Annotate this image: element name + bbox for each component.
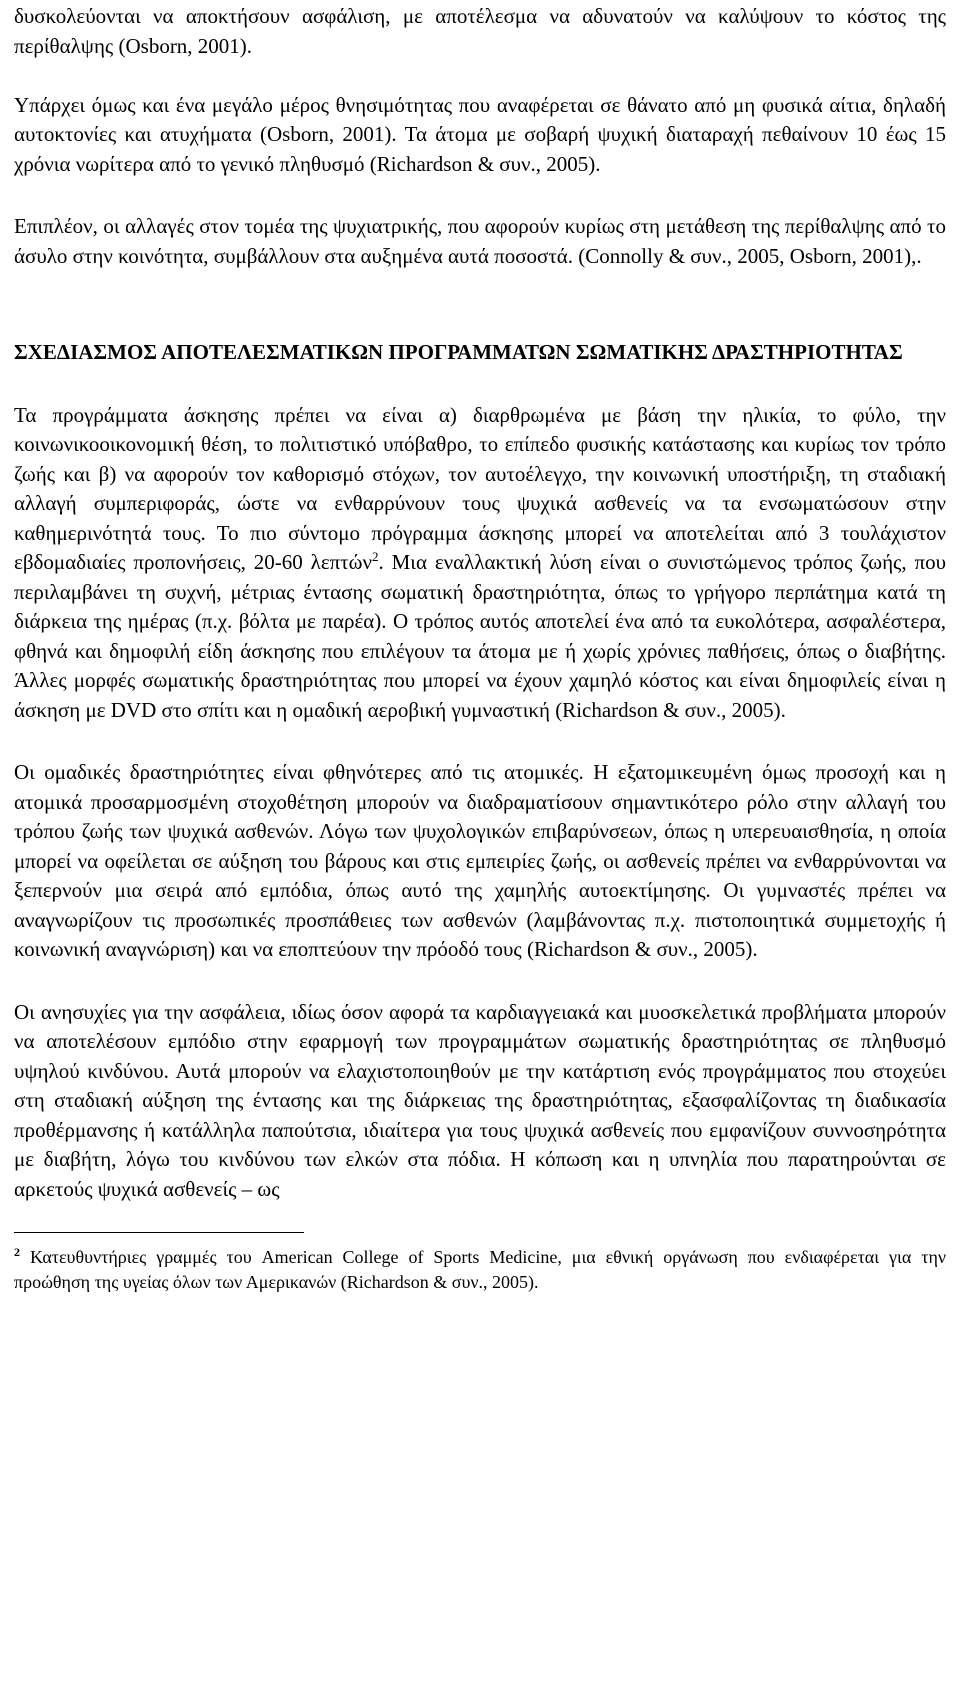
footnote-mark: 2	[14, 1245, 20, 1259]
paragraph-exercise-programs	[14, 401, 946, 726]
footnote-separator	[14, 1232, 304, 1233]
paragraph-psychiatry-changes: Επιπλέον, οι αλλαγές στον τομέα της ψυχιατρικής, που αφορούν κυρίως στη μετάθεση της περίθαλψης από το άσυλο στην κοινότητα, συμβάλλουν στα αυξημένα αυτά ποσοστά. (Connolly & συν., 2005, Osborn, 2001),.	[14, 214, 946, 268]
footnote-reference: 2	[372, 549, 379, 564]
footnote	[14, 1245, 946, 1295]
paragraph-group-activities: Οι ομαδικές δραστηριότητες είναι φθηνότερες από τις ατομικές. Η εξατομικευμένη όμως προσοχή και η ατομικά προσαρμοσμένη στοχοθέτηση μπορούν να διαδραματίσουν σημαντικότερο ρόλο στην αλλαγή του τρόπου ζωής των ψυχικά ασθενών. Λόγω των ψυχολογικών επιβαρύνσεων, όπως η υπερευαισθησία, η οποία μπορεί να οφείλεται σε αύξηση του βάρους και στις εμπειρίες ζωής, οι ασθενείς πρέπει να ενθαρρύνονται να ξεπερνούν μια σειρά από εμπόδια, όπως αυτό της χαμηλής αυτοεκτίμησης. Οι γυμναστές πρέπει να αναγνωρίζουν τις προσωπικές προσπάθειες των ασθενών (λαμβάνοντας π.χ. πιστοποιητικά συμμετοχής ή κοινωνική αναγνώριση) και να εποπτεύουν την πρόοδό τους (Richardson & συν., 2005).	[14, 760, 946, 961]
paragraph-safety-concerns: Οι ανησυχίες για την ασφάλεια, ιδίως όσον αφορά τα καρδιαγγειακά και μυοσκελετικά προβλήματα μπορούν να αποτελέσουν εμπόδιο στην εφαρμογή των προγραμμάτων σωματικής δραστηριότητας σε πληθυσμό υψηλού κινδύνου. Αυτά μπορούν να ελαχιστοποιηθούν με την κατάρτιση ενός προγράμματος που στοχεύει στη σταδιακή αύξηση της έντασης και της διάρκειας της δραστηριότητας, εξασφαλίζοντας τη διαδικασία προθέρμανσης ή κατάλληλα παπούτσια, ιδιαίτερα για τους ψυχικά ασθενείς που εμφανίζουν συννοσηρότητα με διαβήτη, λόγω του κινδύνου των ελκών στα πόδια. Η κόπωση και η υπνηλία που παρατηρούνται σε αρκετούς ψυχικά ασθενείς – ως	[14, 999, 946, 1201]
paragraph-exercise-programs-part2: . Μια εναλλακτική λύση είναι ο συνιστώμενος τρόπος ζωής, που περιλαμβάνει τη συχνή, μέτριας έντασης σωματική δραστηριότητα, όπως το γρήγορο περπάτημα κατά τη διάρκεια της ημέρας (π.χ. βόλτα με παρέα). Ο τρόπος αυτός αποτελεί ένα από τα ευκολότερα, ασφαλέστερα, φθηνά και δημοφιλή είδη άσκησης που επιλέγουν τα άτομα με ή χωρίς χρόνιες παθήσεις, όπως ο διαβήτης. Άλλες μορφές σωματικής δραστηριότητας που μπορεί να έχουν χαμηλό κόστος και είναι δημοφιλείς είναι η άσκηση με DVD στο σπίτι και η ομαδική αεροβική γυμναστική (Richardson & συν., 2005).	[14, 550, 946, 722]
paragraph-continuation: δυσκολεύονται να αποκτήσουν ασφάλιση, με αποτέλεσμα να αδυνατούν να καλύψουν το κόστος της περίθαλψης (Osborn, 2001).	[14, 4, 946, 58]
section-heading: ΣΧΕΔΙΑΣΜΟΣ ΑΠΟΤΕΛΕΣΜΑΤΙΚΩΝ ΠΡΟΓΡΑΜΜΑΤΩΝ ΣΩΜΑΤΙΚΗΣ ΔΡΑΣΤΗΡΙΟΤΗΤΑΣ	[14, 340, 903, 364]
paragraph-mortality: Υπάρχει όμως και ένα μεγάλο μέρος θνησιμότητας που αναφέρεται σε θάνατο από μη φυσικά αίτια, δηλαδή αυτοκτονίες και ατυχήματα (Osborn, 2001). Τα άτομα με σοβαρή ψυχική διαταραχή πεθαίνουν 10 έως 15 χρόνια νωρίτερα από το γενικό πληθυσμό (Richardson & συν., 2005).	[14, 92, 946, 176]
paragraph-exercise-programs-part1: Τα προγράμματα άσκησης πρέπει να είναι α) διαρθρωμένα με βάση την ηλικία, το φύλο, την κοινωνικοοικονομική θέση, το πολιτιστικό υπόβαθρο, το επίπεδο φυσικής κατάστασης και κυρίως τον τρόπο ζωής και β) να αφορούν τον καθορισμό στόχων, τον αυτοέλεγχο, την κοινωνική υποστήριξη, τη σταδιακή αλλαγή συμπεριφοράς, ώστε να ενθαρρύνουν τους ψυχικά ασθενείς να τα ενσωματώσουν στην καθημερινότητά τους. Το πιο σύντομο πρόγραμμα άσκησης μπορεί να αποτελείται από 3 τουλάχιστον εβδομαδιαίες προπονήσεις, 20-60 λεπτών	[14, 402, 946, 574]
footnote-text: Κατευθυντήριες γραμμές του American College of Sports Medicine, μια εθνική οργάνωση που ενδιαφέρεται για την προώθηση της υγείας όλων των Αμερικανών (Richardson & συν., 2005).	[14, 1247, 946, 1292]
